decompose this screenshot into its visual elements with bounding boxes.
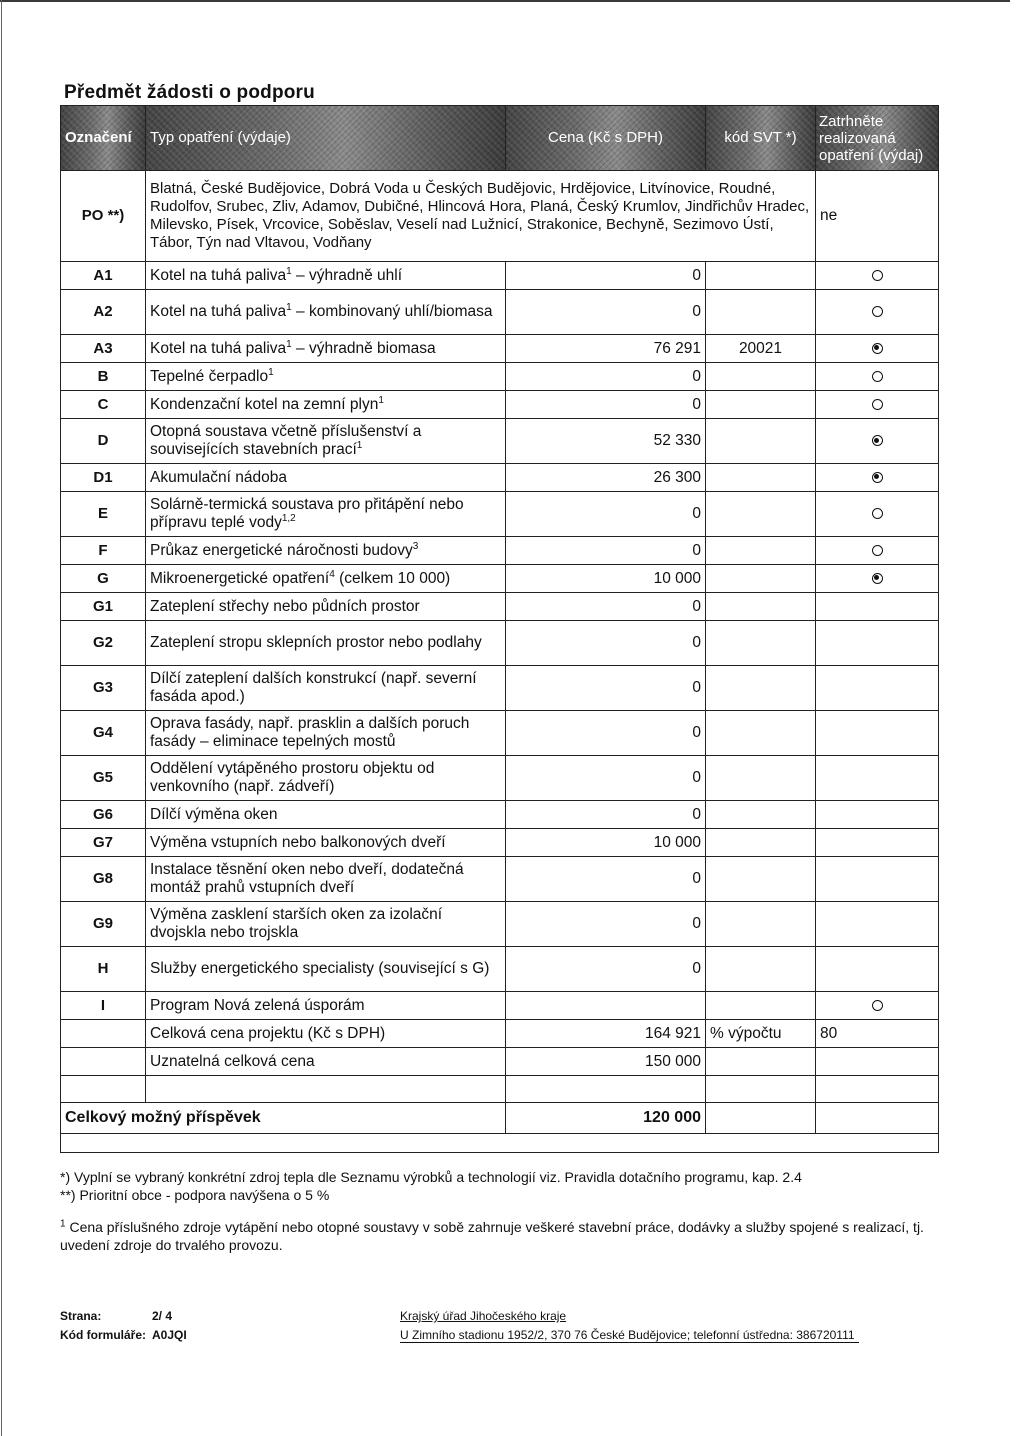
footnotes <box>60 1168 960 1254</box>
row-check <box>816 902 939 947</box>
radio-empty-icon[interactable] <box>872 371 883 382</box>
row-type-text: Program Nová zelená úsporám <box>150 996 365 1014</box>
row-type-text: Otopná soustava včetně příslušenství a souvisejících stavebních prací <box>150 423 422 458</box>
row-svt-code[interactable] <box>706 992 816 1020</box>
row-svt-code[interactable] <box>706 593 816 621</box>
table-row <box>61 666 939 711</box>
row-mark: G4 <box>61 711 146 756</box>
table-row <box>61 419 939 464</box>
row-price[interactable]: 26 300 <box>506 464 706 492</box>
row-type-footnote: 3 <box>412 540 419 552</box>
row-type-text: Výměna zasklení starších oken za izolační dvojskla nebo trojskla <box>150 906 443 941</box>
row-type-text: Oddělení vytápěného prostoru objektu od venkovního (např. zádveří) <box>150 760 435 795</box>
row-type <box>146 335 506 363</box>
row-check <box>816 947 939 992</box>
note-star2: **) Prioritní obce - podpora navýšena o 5 % <box>60 1187 330 1203</box>
row-type-footnote: 1 <box>286 338 292 350</box>
total-pct-label: % výpočtu <box>706 1020 816 1048</box>
table-row <box>61 829 939 857</box>
row-type-text: Akumulační nádoba <box>150 468 288 486</box>
row-type <box>146 391 506 419</box>
row-price[interactable]: 0 <box>506 363 706 391</box>
row-mark: G3 <box>61 666 146 711</box>
priority-municipalities-row <box>61 171 939 262</box>
row-mark: I <box>61 992 146 1020</box>
row-check <box>816 666 939 711</box>
row-price[interactable]: 0 <box>506 593 706 621</box>
row-type-text: Dílčí výměna oken <box>150 805 278 823</box>
row-type-rest: – výhradně biomasa <box>291 339 436 357</box>
eligible-empty-check <box>816 1048 939 1076</box>
row-price[interactable]: 0 <box>506 290 706 335</box>
row-check <box>816 565 939 593</box>
row-type-text: Dílčí zateplení dalších konstrukcí (např. severní fasáda apod.) <box>150 670 477 705</box>
row-check <box>816 711 939 756</box>
total-mark <box>61 1020 146 1048</box>
row-type <box>146 756 506 801</box>
row-mark: D1 <box>61 464 146 492</box>
row-type <box>146 464 506 492</box>
po-municipalities: Blatná, České Budějovice, Dobrá Voda u Českých Budějovic, Hrdějovice, Litvínovice, Roudné, Rudolfov, Srubec, Zliv, Adamov, Dubičné, Hlincová Hora, Planá, Český Krumlov, Jindřichův Hradec, Milevsko, Písek, Vrcovice, Soběslav, Veselí nad Lužnicí, Strakonice, Bechyně, Sezimovo Ústí, Tábor, Týn nad Vltavou, Vodňany <box>146 171 816 262</box>
row-mark: G <box>61 565 146 593</box>
row-type <box>146 992 506 1020</box>
row-mark: G6 <box>61 801 146 829</box>
row-type-rest: – kombinovaný uhlí/biomasa <box>291 303 493 320</box>
row-type-rest: (celkem 10 000) <box>334 569 451 587</box>
table-header-row <box>61 106 939 171</box>
scan-border-left <box>1 0 2 1436</box>
row-type-text: Kotel na tuhá paliva <box>150 339 287 357</box>
row-type-rest: – výhradně uhlí <box>291 266 403 284</box>
row-mark: C <box>61 391 146 419</box>
row-type <box>146 666 506 711</box>
eligible-empty-svt <box>706 1048 816 1076</box>
row-svt-code[interactable] <box>706 666 816 711</box>
row-type-text: Solárně-termická soustava pro přitápění nebo přípravu teplé vody <box>150 496 464 531</box>
table-row <box>61 262 939 290</box>
row-price[interactable]: 0 <box>506 857 706 902</box>
header-check: Zatrhněte realizovaná opatření (výdaj) <box>816 106 939 171</box>
radio-selected-icon[interactable] <box>872 573 883 584</box>
row-mark: G8 <box>61 857 146 902</box>
row-price[interactable]: 0 <box>506 262 706 290</box>
row-type <box>146 262 506 290</box>
table-row <box>61 391 939 419</box>
table-row <box>61 711 939 756</box>
eligible-price: 150 000 <box>506 1048 706 1076</box>
row-price[interactable]: 10 000 <box>506 565 706 593</box>
footer-page-info <box>60 1307 187 1345</box>
row-check <box>816 419 939 464</box>
row-mark: G5 <box>61 756 146 801</box>
row-check <box>816 857 939 902</box>
row-mark: G2 <box>61 621 146 666</box>
footer-office-info <box>400 1307 859 1345</box>
row-type-text: Kotel na tuhá paliva <box>150 266 287 284</box>
row-mark: A1 <box>61 262 146 290</box>
note-star1: *) Vyplní se vybraný konkrétní zdroj tepla dle Seznamu výrobků a technologií viz. Pravidla dotačního programu, kap. 2.4 <box>60 1169 802 1185</box>
note-footnote-1-text: Cena příslušného zdroje vytápění nebo otopné soustavy v sobě zahrnuje veškeré stavební práce, dodávky a služby spojené s realizací, tj. uvedení zdroje do trvalého provozu. <box>60 1219 924 1253</box>
note-footnote-1 <box>60 1218 960 1254</box>
radio-empty-icon[interactable] <box>872 270 883 281</box>
row-price[interactable]: 0 <box>506 537 706 565</box>
eligible-mark <box>61 1048 146 1076</box>
row-type <box>146 363 506 391</box>
row-check <box>816 391 939 419</box>
radio-empty-icon[interactable] <box>872 508 883 519</box>
row-mark: F <box>61 537 146 565</box>
row-mark: G9 <box>61 902 146 947</box>
bottom-empty-row <box>61 1134 939 1153</box>
row-type-footnote: 1 <box>268 366 274 378</box>
header-svt: kód SVT *) <box>706 106 816 171</box>
row-svt-code[interactable] <box>706 801 816 829</box>
row-type-text: Služby energetického specialisty (související s G) <box>150 960 490 977</box>
radio-selected-icon[interactable] <box>872 343 883 354</box>
table-row <box>61 335 939 363</box>
row-type-text: Zateplení střechy nebo půdních prostor <box>150 597 420 615</box>
header-type: Typ opatření (výdaje) <box>146 106 506 171</box>
row-mark: B <box>61 363 146 391</box>
row-svt-code[interactable] <box>706 829 816 857</box>
row-type <box>146 565 506 593</box>
radio-empty-icon[interactable] <box>872 399 883 410</box>
table-row <box>61 801 939 829</box>
radio-empty-icon[interactable] <box>872 306 883 317</box>
row-type-footnote: 4 <box>329 568 335 580</box>
row-type <box>146 492 506 537</box>
row-check <box>816 756 939 801</box>
row-type <box>146 537 506 565</box>
form-code-label: Kód formuláře: <box>60 1328 147 1342</box>
subsidy-items-table <box>60 105 939 1153</box>
row-check <box>816 290 939 335</box>
table-row <box>61 621 939 666</box>
total-price-row <box>61 1020 939 1048</box>
row-svt-code[interactable] <box>706 902 816 947</box>
row-svt-code[interactable] <box>706 537 816 565</box>
row-mark: E <box>61 492 146 537</box>
table-row <box>61 947 939 992</box>
row-price[interactable]: 0 <box>506 621 706 666</box>
table-row <box>61 756 939 801</box>
eligible-price-row <box>61 1048 939 1076</box>
row-type-text: Oprava fasády, např. prasklin a dalších poruch fasády – eliminace tepelných mostů <box>150 715 470 750</box>
row-check <box>816 363 939 391</box>
row-svt-code[interactable] <box>706 565 816 593</box>
table-row <box>61 537 939 565</box>
contribution-row <box>61 1103 939 1134</box>
note-footnote-1-sup: 1 <box>60 1218 66 1230</box>
table-row <box>61 290 939 335</box>
total-price: 164 921 <box>506 1020 706 1048</box>
page-value: 2/ 4 <box>152 1309 173 1323</box>
table-row <box>61 902 939 947</box>
radio-selected-icon[interactable] <box>872 472 883 483</box>
row-check <box>816 335 939 363</box>
row-svt-code[interactable] <box>706 363 816 391</box>
scan-border-top <box>0 0 1010 2</box>
row-price[interactable]: 0 <box>506 902 706 947</box>
row-type-text: Průkaz energetické náročnosti budovy <box>150 541 413 559</box>
row-type <box>146 947 506 992</box>
row-price[interactable]: 0 <box>506 801 706 829</box>
row-type-footnote: 1 <box>286 301 292 313</box>
row-mark: H <box>61 947 146 992</box>
row-svt-code[interactable] <box>706 391 816 419</box>
header-price: Cena (Kč s DPH) <box>506 106 706 171</box>
row-type <box>146 419 506 464</box>
row-type <box>146 621 506 666</box>
office-address: U Zimního stadionu 1952/2, 370 76 České Budějovice; telefonní ústředna: 386720111 <box>400 1328 859 1343</box>
row-check <box>816 464 939 492</box>
row-price[interactable]: 0 <box>506 947 706 992</box>
row-check <box>816 829 939 857</box>
row-price[interactable]: 0 <box>506 492 706 537</box>
table-row <box>61 363 939 391</box>
row-svt-code[interactable] <box>706 262 816 290</box>
row-type-footnote: 1 <box>356 439 363 451</box>
row-type-text: Kotel na tuhá paliva <box>150 303 287 320</box>
row-svt-code[interactable] <box>706 711 816 756</box>
row-check <box>816 537 939 565</box>
header-mark: Označení <box>61 106 146 171</box>
total-label: Celková cena projektu (Kč s DPH) <box>146 1020 506 1048</box>
table-row <box>61 992 939 1020</box>
row-price[interactable]: 0 <box>506 711 706 756</box>
row-price[interactable]: 10 000 <box>506 829 706 857</box>
row-check <box>816 801 939 829</box>
po-check: ne <box>816 171 939 262</box>
total-pct-value: 80 <box>816 1020 939 1048</box>
page-label: Strana: <box>60 1309 102 1323</box>
table-row <box>61 492 939 537</box>
office-name: Krajský úřad Jihočeského kraje <box>400 1309 567 1323</box>
row-type-text: Kondenzační kotel na zemní plyn <box>150 395 379 413</box>
row-check <box>816 492 939 537</box>
row-svt-code[interactable] <box>706 621 816 666</box>
row-type <box>146 801 506 829</box>
row-svt-code[interactable] <box>706 464 816 492</box>
row-type <box>146 857 506 902</box>
row-type-footnote: 1 <box>286 265 292 277</box>
row-check <box>816 621 939 666</box>
row-svt-code[interactable]: 20021 <box>706 335 816 363</box>
section-heading: Předmět žádosti o podporu <box>64 82 315 103</box>
row-svt-code[interactable] <box>706 857 816 902</box>
contribution-empty-svt <box>706 1103 816 1134</box>
radio-selected-icon[interactable] <box>872 435 883 446</box>
row-svt-code[interactable] <box>706 290 816 335</box>
radio-empty-icon[interactable] <box>872 1000 883 1011</box>
row-type-text: Tepelné čerpadlo <box>150 367 269 385</box>
row-type <box>146 593 506 621</box>
radio-empty-icon[interactable] <box>872 545 883 556</box>
table-row <box>61 593 939 621</box>
row-type-text: Výměna vstupních nebo balkonových dveří <box>150 833 446 851</box>
contribution-label: Celkový možný příspěvek <box>61 1103 506 1134</box>
row-svt-code[interactable] <box>706 492 816 537</box>
spacer-row <box>61 1076 939 1103</box>
row-mark: G7 <box>61 829 146 857</box>
row-price[interactable]: 76 291 <box>506 335 706 363</box>
table-row <box>61 565 939 593</box>
row-mark: A3 <box>61 335 146 363</box>
eligible-label: Uznatelná celková cena <box>146 1048 506 1076</box>
row-type <box>146 290 506 335</box>
row-check <box>816 262 939 290</box>
row-price[interactable]: 0 <box>506 756 706 801</box>
table-row <box>61 857 939 902</box>
row-check <box>816 593 939 621</box>
row-mark: G1 <box>61 593 146 621</box>
row-svt-code[interactable] <box>706 756 816 801</box>
row-svt-code[interactable] <box>706 419 816 464</box>
row-type-text: Zateplení stropu sklepních prostor nebo podlahy <box>150 634 482 651</box>
row-price[interactable]: 0 <box>506 391 706 419</box>
row-type-text: Instalace těsnění oken nebo dveří, dodatečná montáž prahů vstupních dveří <box>150 861 464 896</box>
row-mark: A2 <box>61 290 146 335</box>
form-code-value: A0JQI <box>152 1328 187 1342</box>
row-type-text: Mikroenergetické opatření <box>150 569 330 587</box>
row-type-footnote: 1,2 <box>281 512 296 524</box>
po-mark: PO **) <box>61 171 146 262</box>
row-price[interactable]: 52 330 <box>506 419 706 464</box>
row-type <box>146 829 506 857</box>
row-mark: D <box>61 419 146 464</box>
row-svt-code[interactable] <box>706 947 816 992</box>
row-type <box>146 711 506 756</box>
row-check <box>816 992 939 1020</box>
row-type <box>146 902 506 947</box>
row-price[interactable]: 0 <box>506 666 706 711</box>
row-type-footnote: 1 <box>378 394 384 406</box>
contribution-empty-check <box>816 1103 939 1134</box>
table-row <box>61 464 939 492</box>
row-price[interactable] <box>506 992 706 1020</box>
contribution-price: 120 000 <box>506 1103 706 1134</box>
